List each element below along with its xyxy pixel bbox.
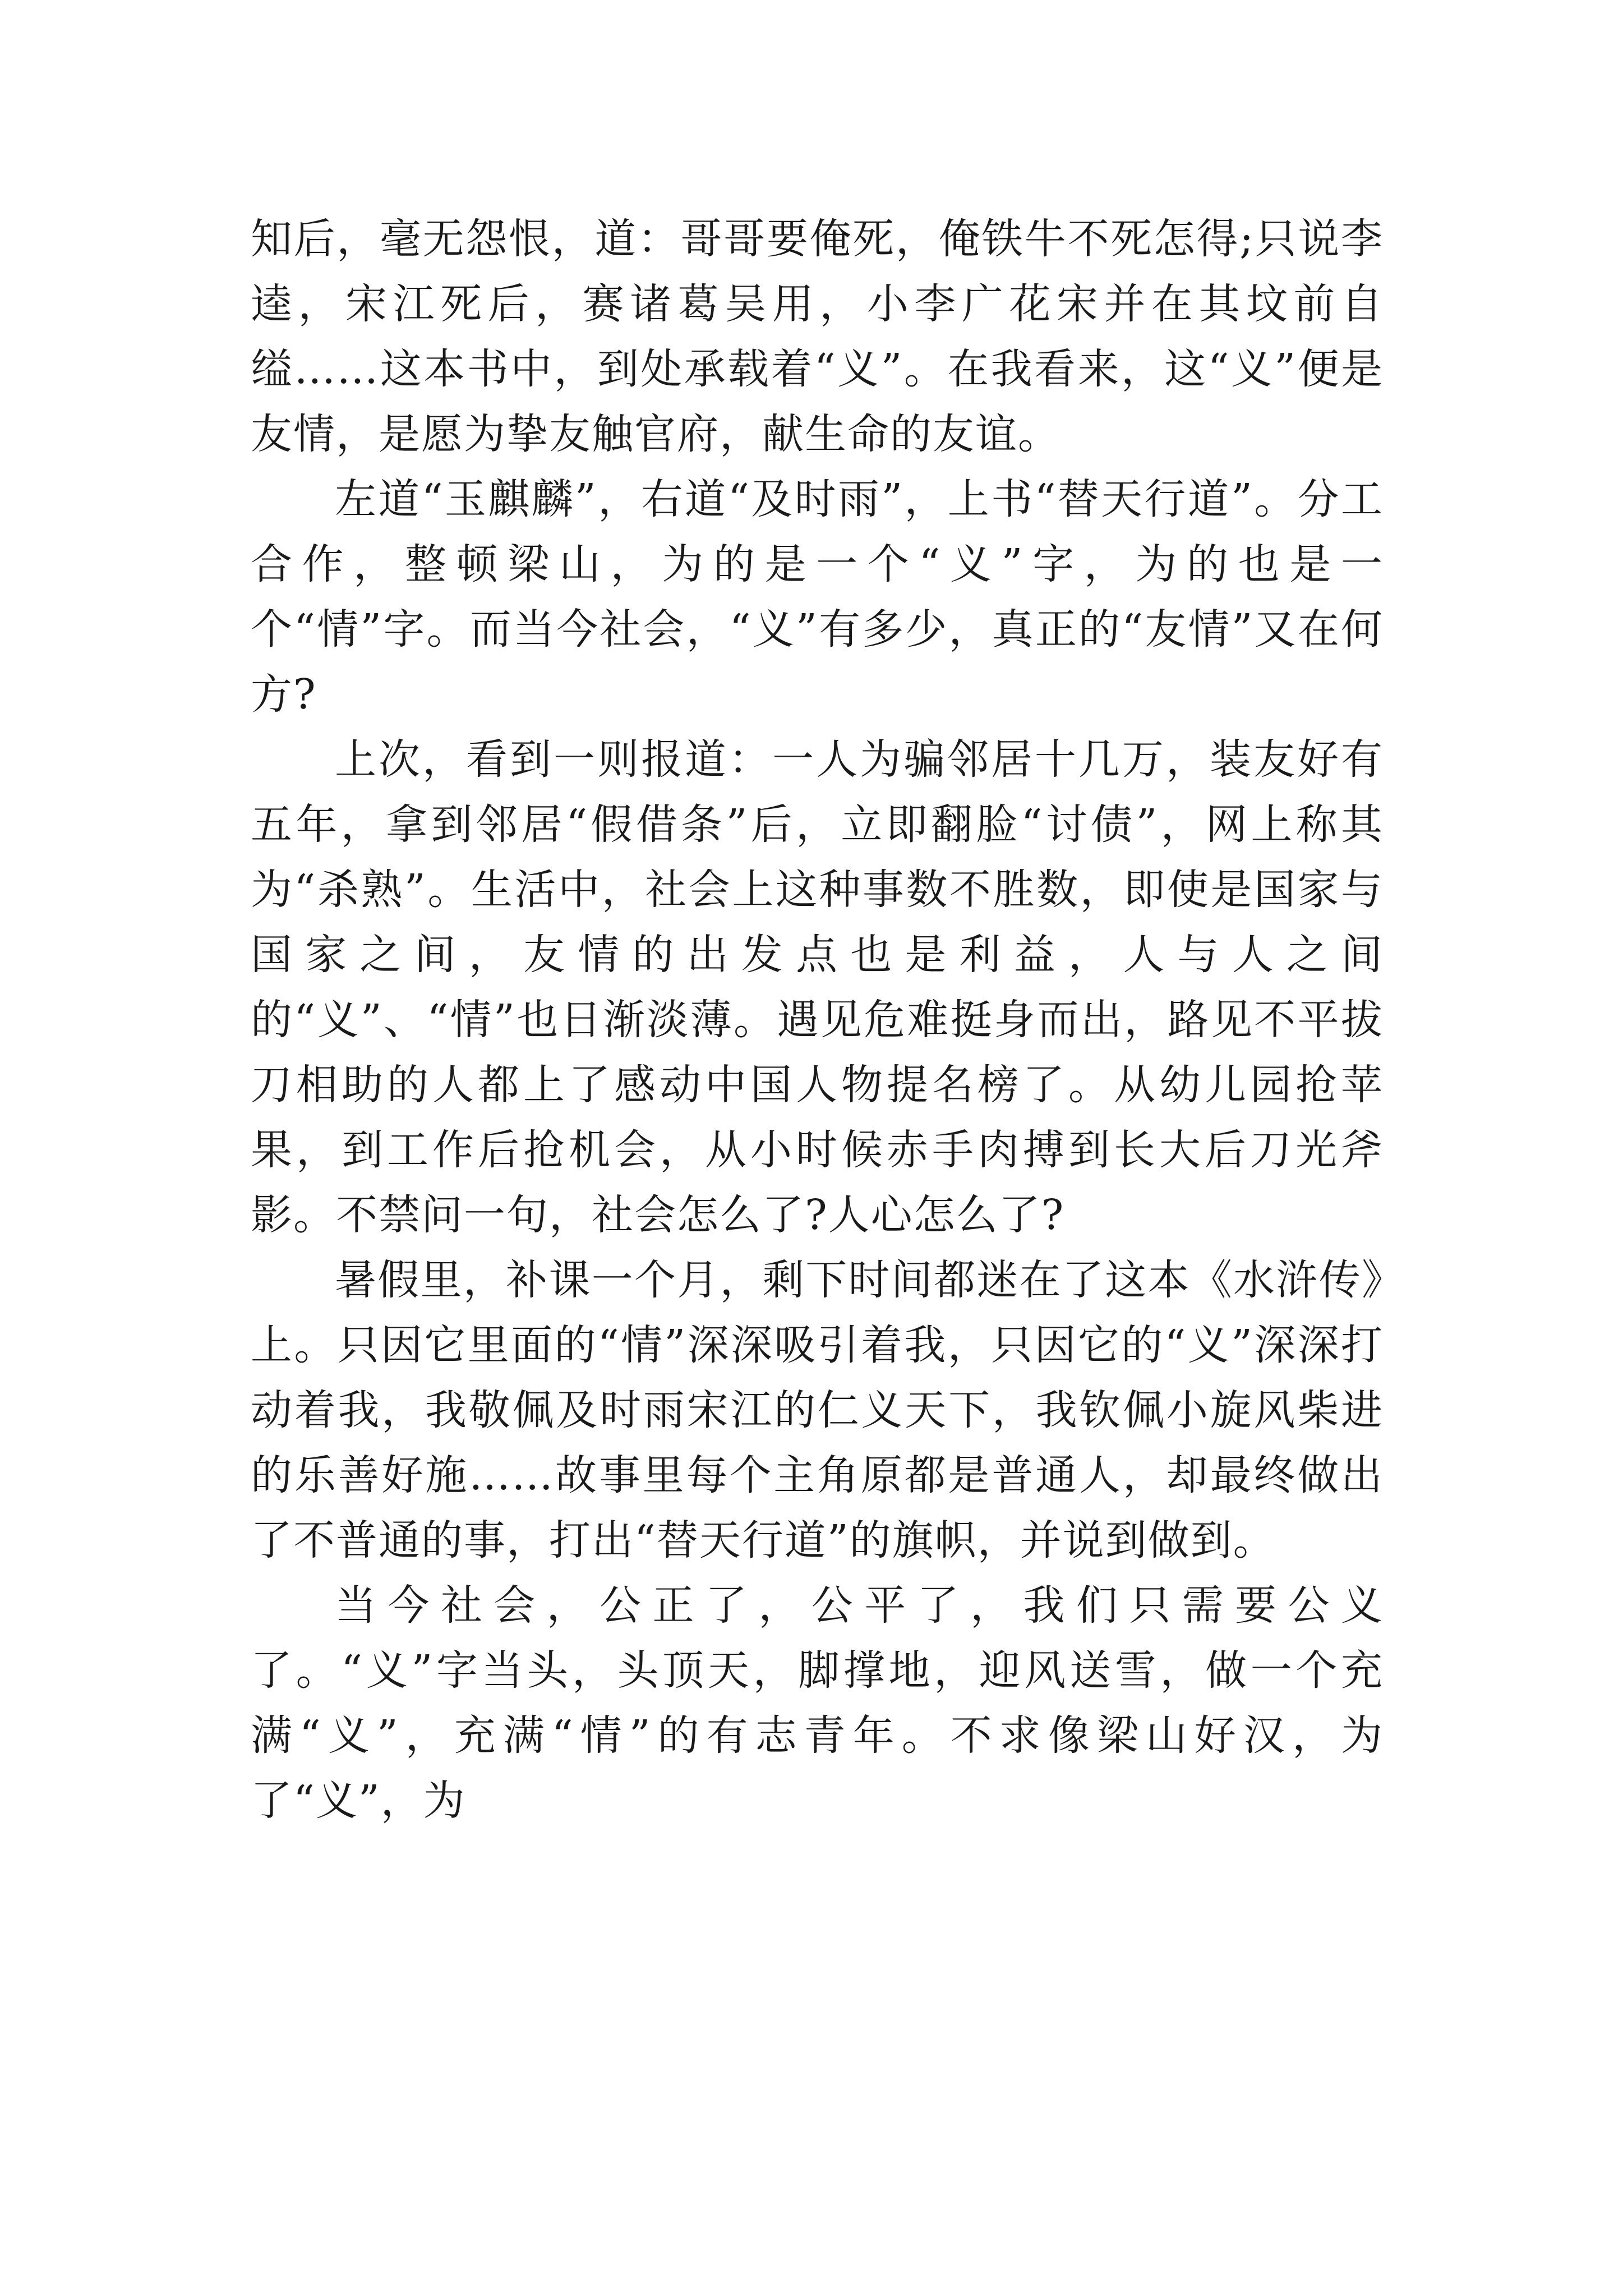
paragraph-5: 当今社会，公正了，公平了，我们只需要公义了。“义”字当头，头顶天，脚撑地，迎风送雪，做一个充满“义”，充满“情”的有志青年。不求像梁山好汉，为了“义”，为 xyxy=(251,1581,1384,1825)
paragraph-3: 上次，看到一则报道：一人为骗邻居十几万，装友好有五年，拿到邻居“假借条”后，立即翻脸“讨债”，网上称其为“杀熟”。生活中，社会上这种事数不胜数，即使是国家与国家之间，友情的出发点也是利益，人与人之间的“义”、“情”也日渐淡薄。遇见危难挺身而出，路见不平拔刀相助的人都上了感动中国人物提名榜了。从幼儿园抢苹果，到工作后抢机会，从小时候赤手肉搏到长大后刀光斧影。不禁问一句，社会怎么了?人心怎么了? xyxy=(251,735,1384,1239)
document-body xyxy=(251,206,1384,1833)
paragraph-1: 知后，毫无怨恨，道：哥哥要俺死，俺铁牛不死怎得;只说李逵，宋江死后，赛诸葛吴用，小李广花宋并在其坟前自缢……这本书中，到处承载着“义”。在我看来，这“义”便是友情，是愿为挚友触官府，献生命的友谊。 xyxy=(251,215,1384,458)
paragraph-4: 暑假里，补课一个月，剩下时间都迷在了这本《水浒传》上。只因它里面的“情”深深吸引着我，只因它的“义”深深打动着我，我敬佩及时雨宋江的仁义天下，我钦佩小旋风柴进的乐善好施……故事里每个主角原都是普通人，却最终做出了不普通的事，打出“替天行道”的旗帜，并说到做到。 xyxy=(251,1256,1384,1565)
paragraph-2: 左道“玉麒麟”，右道“及时雨”，上书“替天行道”。分工合作，整顿梁山，为的是一个“义”字，为的也是一个“情”字。而当今社会，“义”有多少，真正的“友情”又在何方? xyxy=(251,475,1384,719)
